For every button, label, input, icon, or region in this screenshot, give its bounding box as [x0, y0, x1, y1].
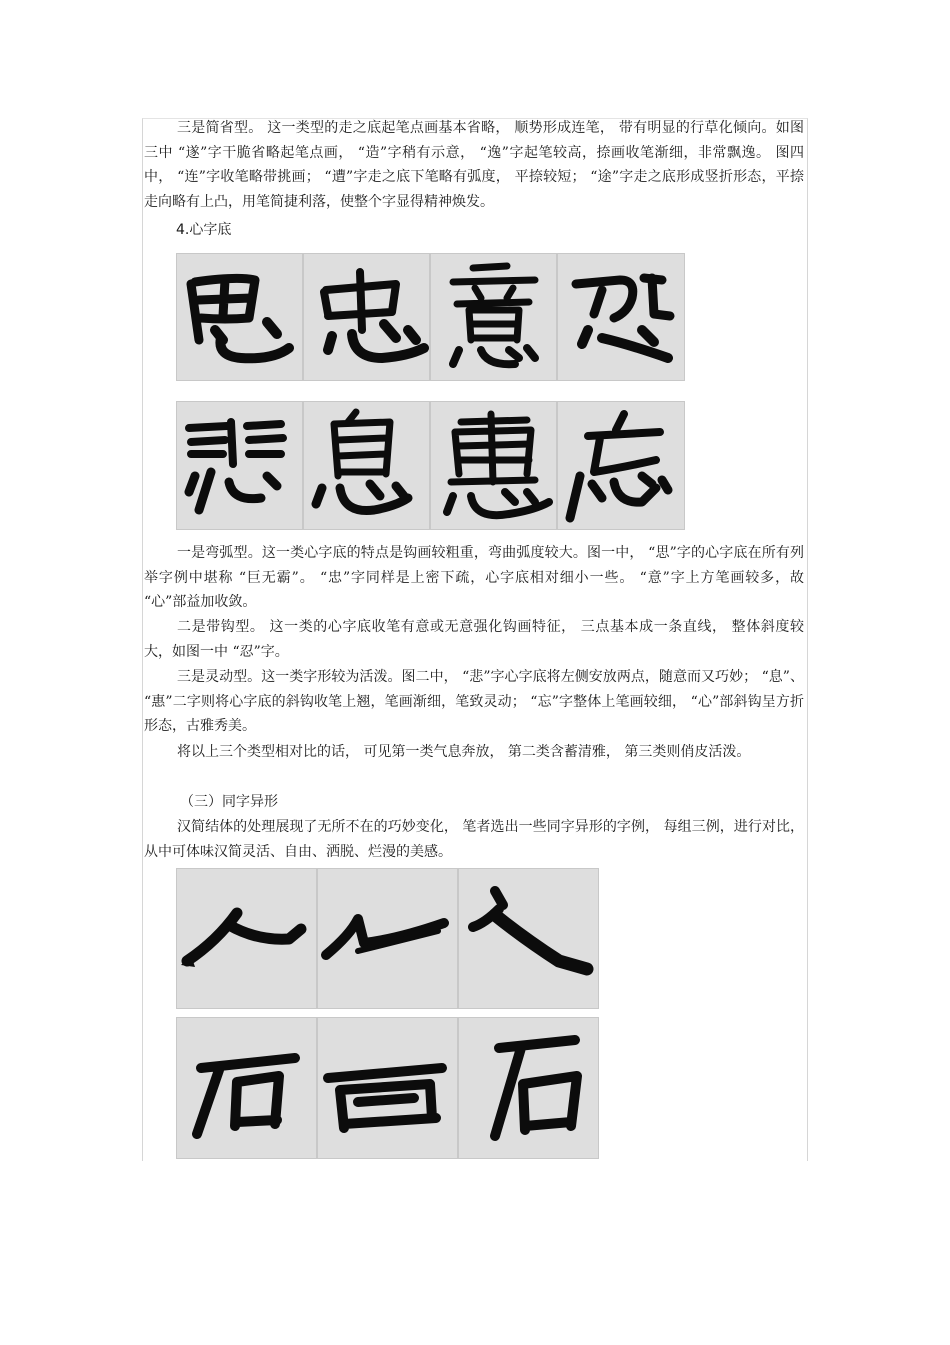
- calligraphy-glyph-si: [177, 254, 302, 380]
- calligraphy-glyph-shi-2: [318, 1018, 457, 1158]
- calligraphy-glyph-hui: [431, 402, 556, 529]
- calligraphy-glyph-ren-3: [459, 869, 598, 1008]
- paragraph-jianxing: 三是简省型。 这一类型的走之底起笔点画基本省略， 顺势形成连笔， 带有明显的行草化倾向。如图三中 “遂”字干脆省略起笔点画， “造”字稍有示意， “逸”字起笔较高，捺画收笔渐细，非常飘逸。 图四中， “连”字收笔略带挑画； “遭”字走之底下笔略有弧度， 平捺较短； “途”字走之底形成竖折形态，平捺走向略有上凸，用笔简捷利落，使整个字显得精神焕发。: [144, 120, 804, 210]
- calligraphy-glyph-xi: [304, 402, 429, 529]
- figure-xin-row-1: [176, 253, 685, 381]
- paragraph-tongziyixing: 汉简结体的处理展现了无所不在的巧妙变化， 笔者选出一些同字异形的字例， 每组三例，进行对比，从中可体味汉简灵活、自由、洒脱、烂漫的美感。: [144, 819, 804, 860]
- calligraphy-glyph-shi-3: [459, 1018, 598, 1158]
- paragraph-lingdong: 三是灵动型。这一类字形较为活泼。图二中， “悲”字心字底将左侧安放两点，随意而又巧妙； “息”、 “惠”二字则将心字底的斜钩收笔上翘，笔画渐细，笔致灵动； “忘”字整体上笔画较细， “心”部斜钩呈方折形态，古雅秀美。: [144, 669, 804, 734]
- calligraphy-glyph-yi: [431, 254, 556, 380]
- calligraphy-glyph-shi-1: [177, 1018, 316, 1158]
- calligraphy-glyph-bei: [177, 402, 302, 529]
- paragraph-wanhu: 一是弯弧型。这一类心字底的特点是钩画较粗重，弯曲弧度较大。图一中， “思”字的心字底在所有列举字例中堪称 “巨无霸”。 “忠”字同样是上密下疏，心字底相对细小一些。 “意”字上方笔画较多，故 “心”部益加收敛。: [144, 545, 804, 610]
- figure-tong-row-2: [176, 1017, 599, 1159]
- figure-xin-row-2: [176, 401, 685, 530]
- paragraph-duibi: 将以上三个类型相对比的话， 可见第一类气息奔放， 第二类含蓄清雅， 第三类则俏皮活泼。: [177, 744, 751, 760]
- calligraphy-glyph-zhong: [304, 254, 429, 380]
- section-heading-xinzidi: 4.心字底: [176, 222, 232, 238]
- calligraphy-glyph-ren-1: [177, 869, 316, 1008]
- section-heading-tongziyixing: （三）同字异形: [180, 794, 278, 810]
- figure-tong-row-1: [176, 868, 599, 1009]
- calligraphy-glyph-wang: [558, 402, 684, 529]
- paragraph-daigou: 二是带钩型。 这一类的心字底收笔有意或无意强化钩画特征， 三点基本成一条直线， 整体斜度较大，如图一中 “忍”字。: [144, 619, 804, 660]
- calligraphy-glyph-ren: [558, 254, 684, 380]
- calligraphy-glyph-ren-2: [318, 869, 457, 1008]
